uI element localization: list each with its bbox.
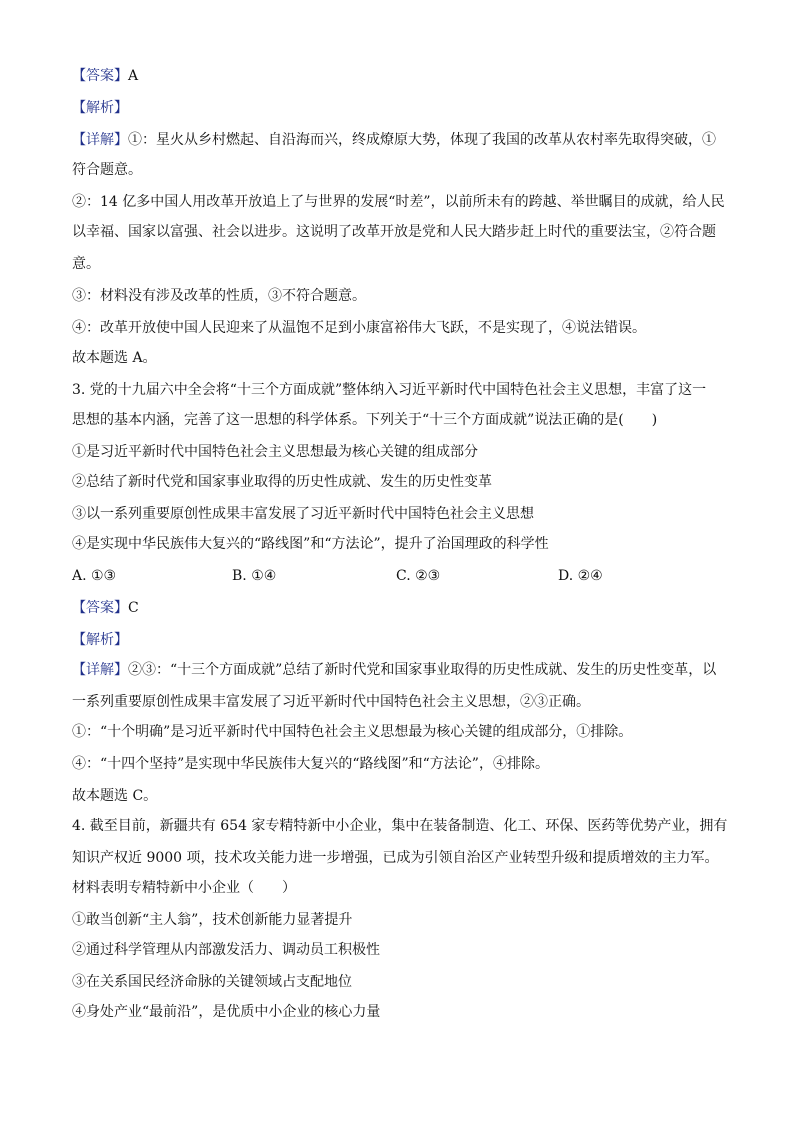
answer-tag: 【答案】: [72, 600, 128, 616]
option-d: D. ②④: [558, 568, 603, 584]
detail-tag: 【详解】: [72, 132, 128, 148]
answer-line-q2: [72, 66, 138, 86]
option-c: C. ②③: [396, 568, 441, 584]
statement-3: ③以一系列重要原创性成果丰富发展了习近平新时代中国特色社会主义思想: [72, 506, 534, 522]
statement-2: ②通过科学管理从内部激发活力、调动员工积极性: [72, 942, 380, 958]
detail-line: [72, 660, 716, 680]
answer-line-q3: [72, 598, 139, 618]
question-stem: 4. 截至目前，新疆共有 654 家专精特新中小企业，集中在装备制造、化工、环保、医药等优势产业，拥有: [72, 818, 728, 834]
question-stem: 材料表明专精特新中小企业（ ）: [72, 880, 296, 896]
detail-text: ③：材料没有涉及改革的性质，③不符合题意。: [72, 288, 366, 304]
detail-text: 意。: [72, 256, 100, 272]
question-stem: 思想的基本内涵，完善了这一思想的科学体系。下列关于“十三个方面成就”说法正确的是( ): [72, 412, 658, 428]
detail-text: 一系列重要原创性成果丰富发展了习近平新时代中国特色社会主义思想，②③正确。: [72, 694, 590, 710]
detail-tag: 【详解】: [72, 662, 128, 678]
detail-text: ①：“十个明确”是习近平新时代中国特色社会主义思想最为核心关键的组成部分，①排除。: [72, 724, 633, 740]
conclusion: 故本题选 C。: [72, 788, 158, 804]
answer-tag: 【答案】: [72, 68, 128, 84]
detail-line: [72, 130, 716, 150]
statement-4: ④身处产业“最前沿”，是优质中小企业的核心力量: [72, 1004, 381, 1020]
detail-text: ④：“十四个坚持”是实现中华民族伟大复兴的“路线图”和“方法论”，④排除。: [72, 756, 549, 772]
analysis-tag: 【解析】: [72, 632, 128, 648]
statement-4: ④是实现中华民族伟大复兴的“路线图”和“方法论”，提升了治国理政的科学性: [72, 536, 549, 552]
option-b: B. ①④: [232, 568, 277, 584]
statement-1: ①是习近平新时代中国特色社会主义思想最为核心关键的组成部分: [72, 444, 478, 460]
detail-text: ②③：“十三个方面成就”总结了新时代党和国家事业取得的历史性成就、发生的历史性变革，以: [128, 662, 717, 678]
detail-text: ①：星火从乡村燃起、自沿海而兴，终成燎原大势，体现了我国的改革从农村率先取得突破，①: [128, 132, 716, 148]
detail-text: 以幸福、国家以富强、社会以进步。这说明了改革开放是党和人民大踏步赶上时代的重要法宝，②符合题: [72, 224, 716, 240]
detail-text: 符合题意。: [72, 162, 142, 178]
detail-text: ②：14 亿多中国人用改革开放追上了与世界的发展“时差”，以前所未有的跨越、举世瞩目的成就，给人民: [72, 194, 725, 210]
answer-value: C: [128, 600, 139, 616]
answer-value: A: [128, 68, 139, 84]
analysis-tag: 【解析】: [72, 100, 128, 116]
detail-text: ④：改革开放使中国人民迎来了从温饱不足到小康富裕伟大飞跃，不是实现了，④说法错误。: [72, 320, 646, 336]
statement-2: ②总结了新时代党和国家事业取得的历史性成就、发生的历史性变革: [72, 474, 492, 490]
option-a: A. ①③: [72, 568, 117, 584]
conclusion: 故本题选 A。: [72, 350, 157, 366]
statement-1: ①敢当创新“主人翁”，技术创新能力显著提升: [72, 912, 353, 928]
question-stem: 知识产权近 9000 项，技术攻关能力进一步增强，已成为引领自治区产业转型升级和提质增效的主力军。: [72, 850, 719, 866]
question-stem: 3. 党的十九届六中全会将“十三个方面成就”整体纳入习近平新时代中国特色社会主义思想，丰富了这一: [72, 382, 707, 398]
statement-3: ③在关系国民经济命脉的关键领域占支配地位: [72, 974, 352, 990]
